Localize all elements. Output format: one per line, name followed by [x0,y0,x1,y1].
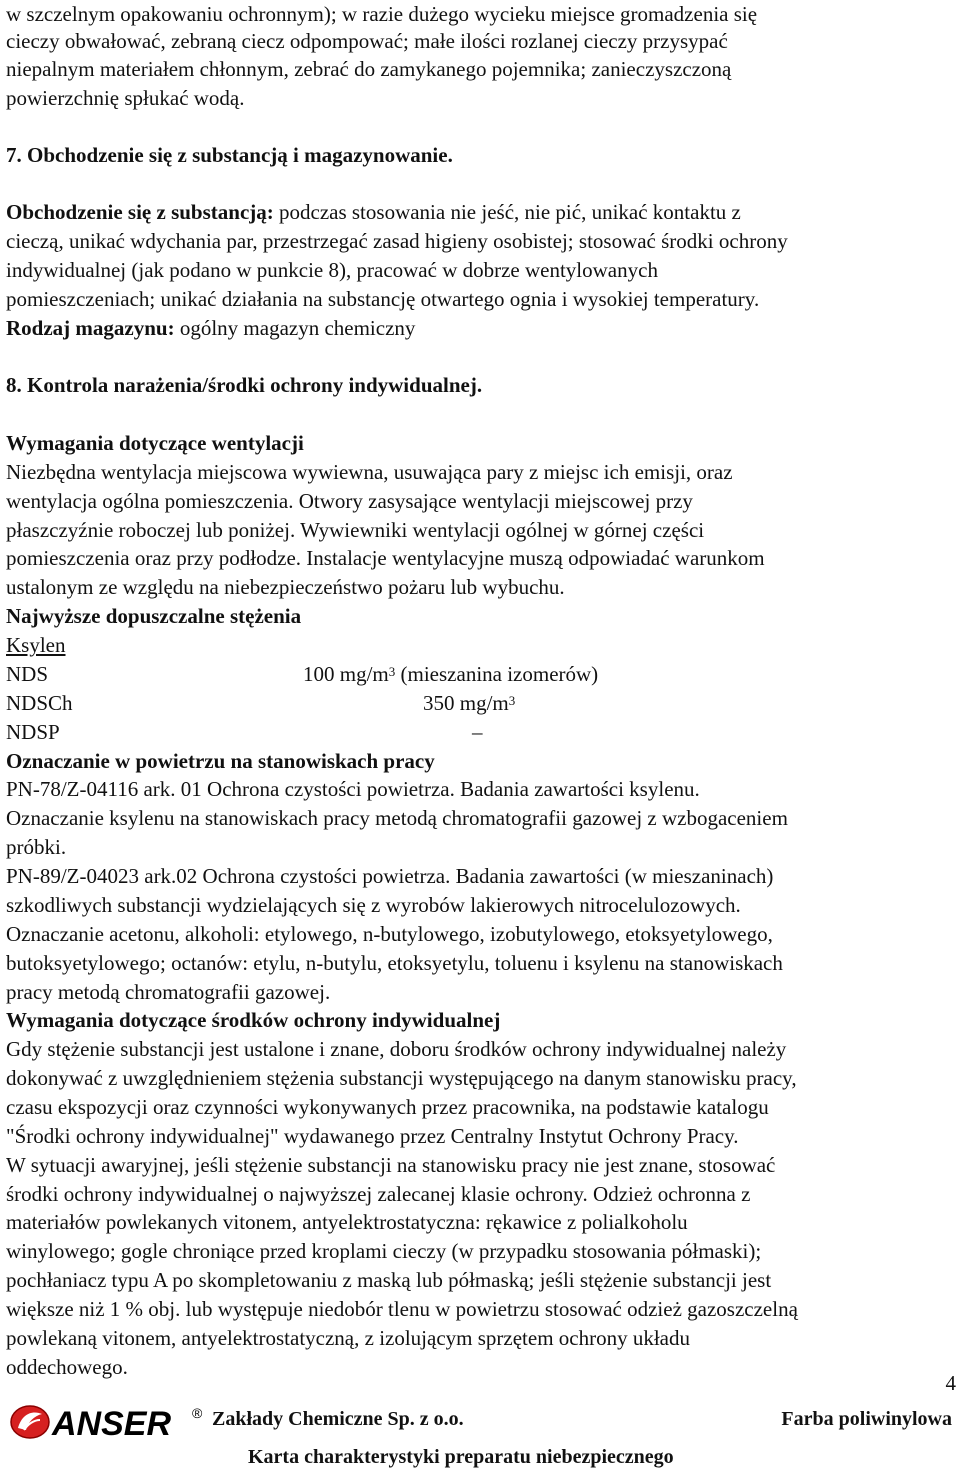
section-heading-7: 7. Obchodzenie się z substancją i magazynowanie. [6,143,453,167]
svg-text:ANSER: ANSER [52,1405,172,1442]
paragraph-line: w szczelnym opakowaniu ochronnym); w razie dużego wycieku miejsce gromadzenia się [6,2,758,26]
paragraph-line: Gdy stężenie substancji jest ustalone i znane, doboru środków ochrony indywidualnej należy [6,1037,787,1061]
paragraph-line: powlekaną vitonem, antyelektrostatyczną, z izolującym sprzętem ochrony układu [6,1326,691,1350]
paragraph-line: oddechowego. [6,1355,128,1379]
paragraph-line: Oznaczanie acetonu, alkoholi: etylowego, n-butylowego, izobutylowego, etoksyetylowego, [6,922,773,946]
anser-logo [8,1402,208,1442]
limit-value-nds: 100 $mg/m^3$ (mieszanina izomerów) [303,662,599,686]
paragraph-line: Niezbędna wentylacja miejscowa wywiewna, usuwająca pary z miejsc ich emisji, oraz [6,460,733,484]
limit-label: NDSP [6,720,60,744]
paragraph-line: szkodliwych substancji wydzielających się z wyrobów lakierowych nitrocelulozowych. [6,893,741,917]
limit-value-ndsch: 350 $mg/m^3$ [423,691,516,715]
svg-text:®: ® [192,1405,203,1421]
paragraph-line: powierzchnię spłukać wodą. [6,86,245,110]
paragraph-line: pochłaniacz typu A po skompletowaniu z maską lub półmaską; jeśli stężenie substancji jest [6,1268,772,1292]
paragraph-line: "Środki ochrony indywidualnej" wydawanego przez Centralny Instytut Ochrony Pracy. [6,1124,739,1148]
page-footer [0,1400,960,1473]
paragraph-line: Oznaczanie ksylenu na stanowiskach pracy metodą chromatografii gazowej z wzbogaceniem [6,806,788,830]
paragraph-line: ustalonym ze względu na niebezpieczeństwo pożaru lub wybuchu. [6,575,565,599]
footer-product: Farba poliwinylowa [781,1408,952,1430]
paragraph-line: pracy metodą chromatografii gazowej. [6,980,331,1004]
paragraph-line: materiałów powlekanych vitonem, antyelektrostatyczna: rękawice z polialkoholu [6,1210,688,1234]
limit-label: NDSCh [6,691,73,715]
paragraph-line: pomieszczeniach; unikać działania na substancję otwartego ognia i wysokiej temperatury. [6,287,760,311]
paragraph-line: cieczą, unikać wdychania par, przestrzegać zasad higieny osobistej; stosować środki ochrony [6,229,788,253]
paragraph-line: indywidualnej (jak podano w punkcie 8), pracować w dobrze wentylowanych [6,258,658,282]
paragraph-line: dokonywać z uwzględnieniem stężenia substancji występującego na danym stanowisku pracy, [6,1066,797,1090]
paragraph-line: większe niż 1 % obj. lub występuje niedobór tlenu w powietrzu stosować odzież gazoszczelną [6,1297,798,1321]
paragraph-line: winylowego; gogle chroniące przed kroplami cieczy (w przypadku stosowania półmaski); [6,1239,762,1263]
substance-name: Ksylen [6,633,66,657]
limit-row-ndsch [6,689,73,718]
page-number: 4 [945,1371,956,1395]
footer-company: Zakłady Chemiczne Sp. z o.o. [212,1408,464,1430]
paragraph-line: cieczy obwałować, zebraną ciecz odpompować; małe ilości rozlanej cieczy przysypać [6,29,728,53]
limit-row-nds [6,660,48,689]
paragraph-line: butoksyetylowego; octanów: etylu, n-butylu, etoksyetylu, toluenu i ksylenu na stanowiskach [6,951,783,975]
paragraph-line: niepalnym materiałem chłonnym, zebrać do zamykanego pojemnika; zanieczyszczoną [6,57,732,81]
paragraph-line: PN-89/Z-04023 ark.02 Ochrona czystości powietrza. Badania zawartości (w mieszaninach) [6,864,774,888]
subheading: Wymagania dotyczące wentylacji [6,431,304,455]
paragraph-line: pomieszczenia oraz przy podłodze. Instalacje wentylacyjne muszą odpowiadać warunkom [6,546,765,570]
paragraph-line: Rodzaj magazynu: ogólny magazyn chemiczny [6,316,416,340]
footer-subtitle: Karta charakterystyki preparatu niebezpiecznego [248,1446,674,1468]
section-heading-8: 8. Kontrola narażenia/środki ochrony indywidualnej. [6,373,483,397]
paragraph-line: środki ochrony indywidualnej o najwyższej zalecanej klasie ochrony. Odzież ochronna z [6,1182,751,1206]
subheading: Najwyższe dopuszczalne stężenia [6,604,302,628]
limit-label: NDS [6,662,49,686]
anser-logo-icon [8,1402,208,1442]
paragraph-line: próbki. [6,835,67,859]
paragraph-line: płaszczyźnie roboczej lub poniżej. Wywiewniki wentylacji ogólnej w górnej części [6,518,705,542]
paragraph-line: W sytuacji awaryjnej, jeśli stężenie substancji na stanowisku pracy nie jest znane, stosować [6,1153,776,1177]
limit-row-ndsp [6,718,60,747]
paragraph-line: Obchodzenie się z substancją: podczas stosowania nie jeść, nie pić, unikać kontaktu z [6,200,741,224]
paragraph-line: PN-78/Z-04116 ark. 01 Ochrona czystości powietrza. Badania zawartości ksylenu. [6,777,700,801]
limit-value-ndsp: – [472,720,483,744]
subheading: Oznaczanie w powietrzu na stanowiskach pracy [6,749,435,773]
subheading: Wymagania dotyczące środków ochrony indywidualnej [6,1008,501,1032]
paragraph-line: wentylacja ogólna pomieszczenia. Otwory zasysające wentylacji miejscowej przy [6,489,693,513]
paragraph-line: czasu ekspozycji oraz czynności wykonywanych przez pracownika, na podstawie katalogu [6,1095,769,1119]
